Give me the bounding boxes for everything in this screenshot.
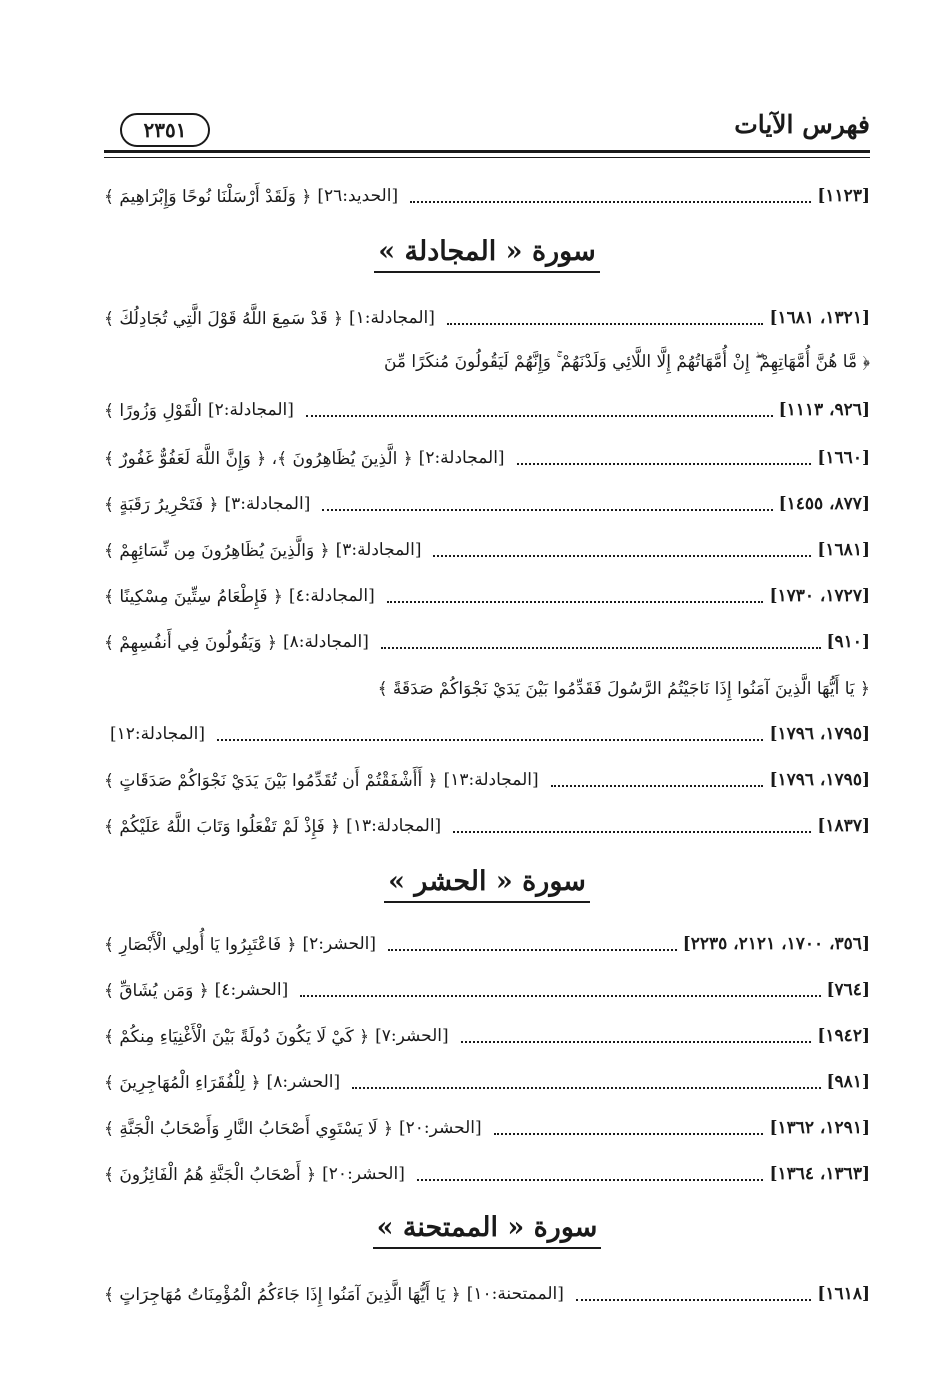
verse-text: ﴿ أَصْحَابُ الْجَنَّةِ هُمُ الْفَائِزُونَ ﴾ <box>104 1164 317 1185</box>
dot-leader <box>551 785 764 787</box>
verse-text: ﴿ كَيْ لَا يَكُونَ دُولَةً بَيْنَ الْأَغْنِيَاءِ مِنكُمْ ﴾ <box>104 1026 370 1047</box>
dot-leader <box>517 463 812 465</box>
verse-reference: [الحشر:٢٠] <box>322 1164 405 1184</box>
hadith-numbers: [٩٨١] <box>826 1072 870 1092</box>
verse-text: ﴿ وَيَقُولُونَ فِي أَنفُسِهِمْ ﴾ <box>104 632 277 653</box>
verse-reference: [الممتحنة:١٠] <box>466 1284 564 1304</box>
verse-text: ﴿ وَمَن يُشَاقِّ ﴾ <box>104 980 209 1001</box>
verse-reference: [المجادلة:١] <box>349 308 435 328</box>
verse-reference: [الحديد:٢٦] <box>317 186 399 206</box>
verse-reference: [الحشر:٨] <box>266 1072 341 1092</box>
verse-reference: [المجادلة:١٣] <box>443 770 539 790</box>
dot-leader <box>461 1041 812 1043</box>
verse-text: ﴿ يَا أَيُّهَا الَّذِينَ آمَنُوا إِذَا نَاجَيْتُمُ الرَّسُولَ فَقَدِّمُوا بَيْنَ يَدَيْ نَجْوَاكُمْ صَدَقَةً ﴾ <box>377 678 870 699</box>
index-entry <box>104 438 870 478</box>
index-entry <box>104 1016 870 1056</box>
verse-text: ﴿ فَإِطْعَامُ سِتِّينَ مِسْكِينًا ﴾ <box>104 586 283 607</box>
verse-reference: [المجادلة:٢] <box>207 400 294 420</box>
surah-heading <box>104 1212 870 1260</box>
index-entry <box>104 760 870 800</box>
index-title: فهرس الآيات <box>734 110 870 139</box>
dot-leader <box>417 1179 764 1181</box>
dot-leader <box>306 415 773 417</box>
page-number-badge: ٢٣٥١ <box>120 113 210 147</box>
header-rule-thin <box>104 157 870 158</box>
dot-leader <box>410 201 811 203</box>
verse-text: ﴿ يَا أَيُّهَا الَّذِينَ آمَنُوا إِذَا جَاءَكُمُ الْمُؤْمِنَاتُ مُهَاجِرَاتٍ ﴾ <box>104 1284 461 1305</box>
verse-reference: [المجادلة:١٣] <box>346 816 442 836</box>
dot-leader <box>433 555 811 557</box>
surah-title: سورة « الحشر » <box>384 866 590 903</box>
hadith-numbers: [٩٢٦، ١١١٣] <box>778 400 870 420</box>
dot-leader <box>352 1087 820 1089</box>
verse-text: ﴿ لَا يَسْتَوِي أَصْحَابُ النَّارِ وَأَصْحَابُ الْجَنَّةِ ﴾ <box>104 1118 393 1139</box>
hadith-numbers: [٨٧٧، ١٤٥٥] <box>778 494 870 514</box>
header-rule-thick <box>104 150 870 153</box>
verse-reference: [المجادلة:٨] <box>282 632 369 652</box>
verse-reference: [المجادلة:٤] <box>288 586 375 606</box>
hadith-numbers: [١٣٢١، ١٦٨١] <box>769 308 870 328</box>
index-entry <box>104 530 870 570</box>
index-entry <box>104 622 870 662</box>
verse-reference: [المجادلة:٢] <box>418 448 505 468</box>
verse-text: ﴿ وَلَقَدْ أَرْسَلْنَا نُوحًا وَإِبْرَاهِيمَ ﴾ <box>104 186 312 207</box>
hadith-numbers: [١٢٩١، ١٣٦٢] <box>769 1118 870 1138</box>
surah-heading <box>104 236 870 284</box>
hadith-numbers: [١٧٩٥، ١٧٩٦] <box>769 770 870 790</box>
hadith-numbers: [١٩٤٢] <box>817 1026 870 1046</box>
hadith-numbers: [١٣٦٣، ١٣٦٤] <box>769 1164 870 1184</box>
dot-leader <box>322 509 772 511</box>
page-header <box>104 104 870 148</box>
surah-heading <box>104 866 870 914</box>
hadith-numbers: [١١٢٣] <box>817 186 870 206</box>
dot-leader <box>387 601 764 603</box>
index-entry <box>104 342 870 382</box>
index-entry <box>104 806 870 846</box>
verse-reference: [الحشر:٧] <box>375 1026 449 1046</box>
verse-text: الْقَوْلِ وَزُورًا ﴾ <box>104 400 202 421</box>
verse-text: ﴿ فَتَحْرِيرُ رَقَبَةٍ ﴾ <box>104 494 219 515</box>
verse-text: ﴿ وَالَّذِينَ يُظَاهِرُونَ مِن نِّسَائِهِمْ ﴾ <box>104 540 330 561</box>
dot-leader <box>576 1299 812 1301</box>
hadith-numbers: [١٨٣٧] <box>817 816 870 836</box>
hadith-numbers: [١٧٢٧، ١٧٣٠] <box>769 586 870 606</box>
hadith-numbers: [١٦١٨] <box>817 1284 870 1304</box>
verse-text: ﴿ الَّذِينَ يُظَاهِرُونَ ﴾، ﴿ وَإِنَّ اللَّهَ لَعَفُوٌّ غَفُورٌ ﴾ <box>104 448 413 469</box>
index-entry <box>104 668 870 708</box>
index-entry <box>104 1062 870 1102</box>
verse-reference: [الحشر:٤] <box>214 980 289 1000</box>
surah-title: سورة « الممتحنة » <box>373 1212 602 1249</box>
dot-leader <box>453 831 811 833</box>
index-entry <box>104 714 870 754</box>
verse-text: ﴿ مَّا هُنَّ أُمَّهَاتِهِمْ ۖ إِنْ أُمَّهَاتُهُمْ إِلَّا اللَّائِي وَلَدْنَهُمْ ۚ وَإِنَّهُمْ لَيَقُولُونَ مُنكَرًا مِّنَ <box>383 352 870 372</box>
verse-text: ﴿ فَإِذْ لَمْ تَفْعَلُوا وَتَابَ اللَّهُ عَلَيْكُمْ ﴾ <box>104 816 341 837</box>
index-entry <box>104 924 870 964</box>
index-entry <box>104 390 870 430</box>
verse-reference: [المجادلة:١٢] <box>110 724 206 744</box>
hadith-numbers: [١٧٩٥، ١٧٩٦] <box>769 724 870 744</box>
index-entry <box>104 298 870 338</box>
verse-text: ﴿ قَدْ سَمِعَ اللَّهُ قَوْلَ الَّتِي تُجَادِلُكَ ﴾ <box>104 308 343 329</box>
index-entry <box>104 176 870 216</box>
hadith-numbers: [٧٦٤] <box>826 980 870 1000</box>
hadith-numbers: [١٦٨١] <box>817 540 870 560</box>
dot-leader <box>494 1133 764 1135</box>
verse-text: ﴿ أَأَشْفَقْتُمْ أَن تُقَدِّمُوا بَيْنَ يَدَيْ نَجْوَاكُمْ صَدَقَاتٍ ﴾ <box>104 770 438 791</box>
index-entry <box>104 1274 870 1314</box>
index-entry <box>104 576 870 616</box>
verse-text: ﴿ فَاعْتَبِرُوا يَا أُولِي الْأَبْصَارِ ﴾ <box>104 934 297 955</box>
verse-text: ﴿ لِلْفُقَرَاءِ الْمُهَاجِرِينَ ﴾ <box>104 1072 261 1093</box>
hadith-numbers: [١٦٦٠] <box>817 448 870 468</box>
verse-reference: [المجادلة:٣] <box>224 494 311 514</box>
dot-leader <box>447 323 764 325</box>
dot-leader <box>217 739 763 741</box>
index-entry <box>104 484 870 524</box>
dot-leader <box>300 995 820 997</box>
dot-leader <box>381 647 821 649</box>
index-entry <box>104 1154 870 1194</box>
hadith-numbers: [٩١٠] <box>826 632 870 652</box>
index-entry <box>104 1108 870 1148</box>
index-entry <box>104 970 870 1010</box>
verse-reference: [الحشر:٢٠] <box>398 1118 482 1138</box>
verse-reference: [الحشر:٢] <box>302 934 377 954</box>
dot-leader <box>388 949 677 951</box>
verse-reference: [المجادلة:٣] <box>335 540 422 560</box>
hadith-numbers: [٣٥٦، ١٧٠٠، ٢١٢١، ٢٢٣٥] <box>682 934 870 954</box>
surah-title: سورة « المجادلة » <box>374 236 599 273</box>
